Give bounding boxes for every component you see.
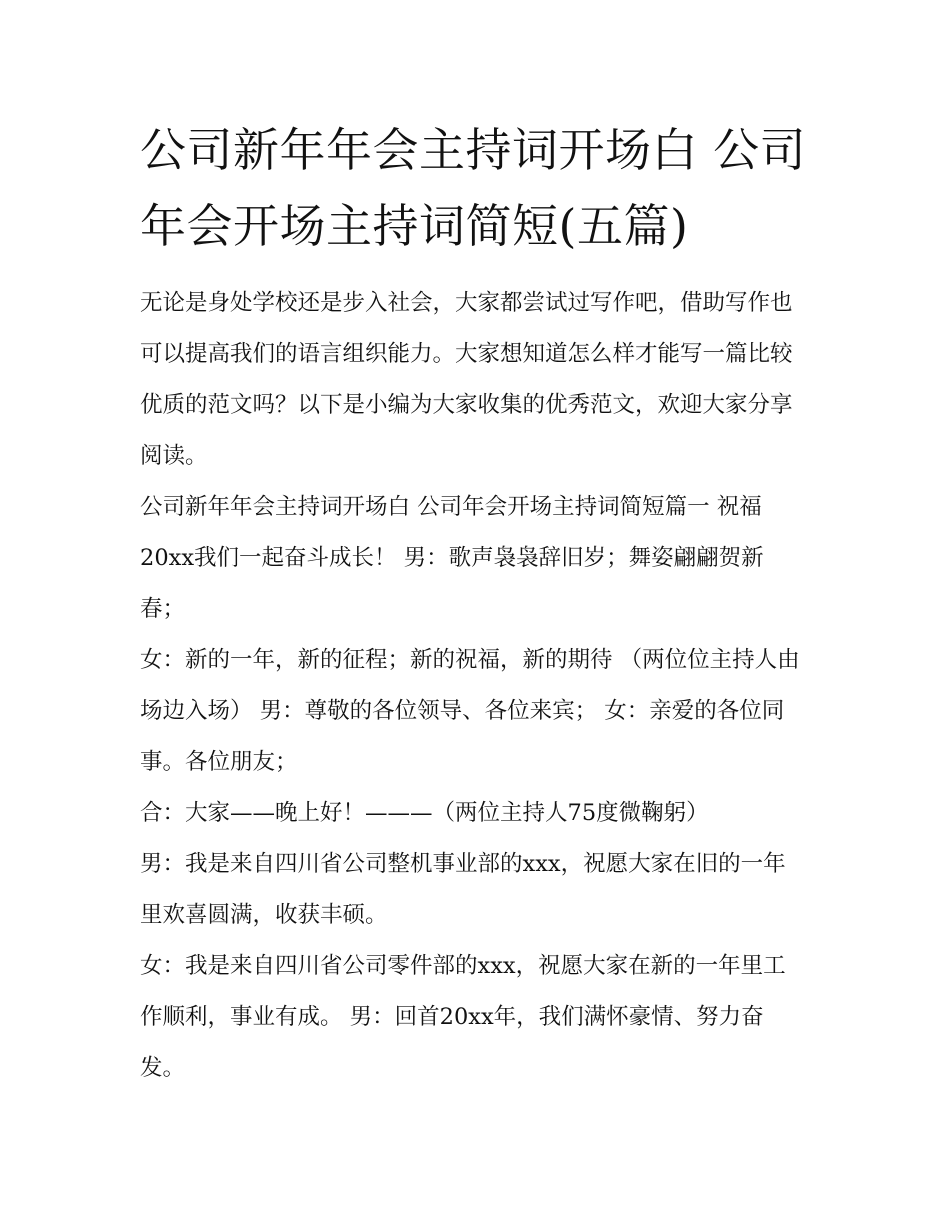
body-paragraph: 男：我是来自四川省公司整机事业部的xxx，祝愿大家在旧的一年里欢喜圆满，收获丰硕。 xyxy=(140,851,786,928)
document-page xyxy=(140,112,808,1094)
body-paragraph: 女：我是来自四川省公司零件部的xxx，祝愿大家在新的一年里工作顺利，事业有成。 男：回首20xx年，我们满怀豪情、努力奋发。 xyxy=(140,953,786,1081)
body-paragraph: 公司新年年会主持词开场白 公司年会开场主持词简短篇一 祝福20xx我们一起奋斗成长！ 男：歌声袅袅辞旧岁；舞姿翩翩贺新春； xyxy=(140,494,764,622)
document-title: 公司新年年会主持词开场白 公司年会开场主持词简短(五篇) xyxy=(140,123,807,253)
intro-paragraph: 无论是身处学校还是步入社会，大家都尝试过写作吧，借助写作也可以提高我们的语言组织能力。大家想知道怎么样才能写一篇比较优质的范文吗？以下是小编为大家收集的优秀范文，欢迎大家分享阅读。 xyxy=(140,290,793,469)
body-paragraph: 合：大家——晚上好！———（两位主持人75度微鞠躬） xyxy=(140,800,709,826)
body-paragraph: 女：新的一年，新的征程；新的祝福，新的期待 （两位位主持人由场边入场） 男：尊敬的各位领导、各位来宾； 女：亲爱的各位同事。各位朋友； xyxy=(140,647,800,775)
